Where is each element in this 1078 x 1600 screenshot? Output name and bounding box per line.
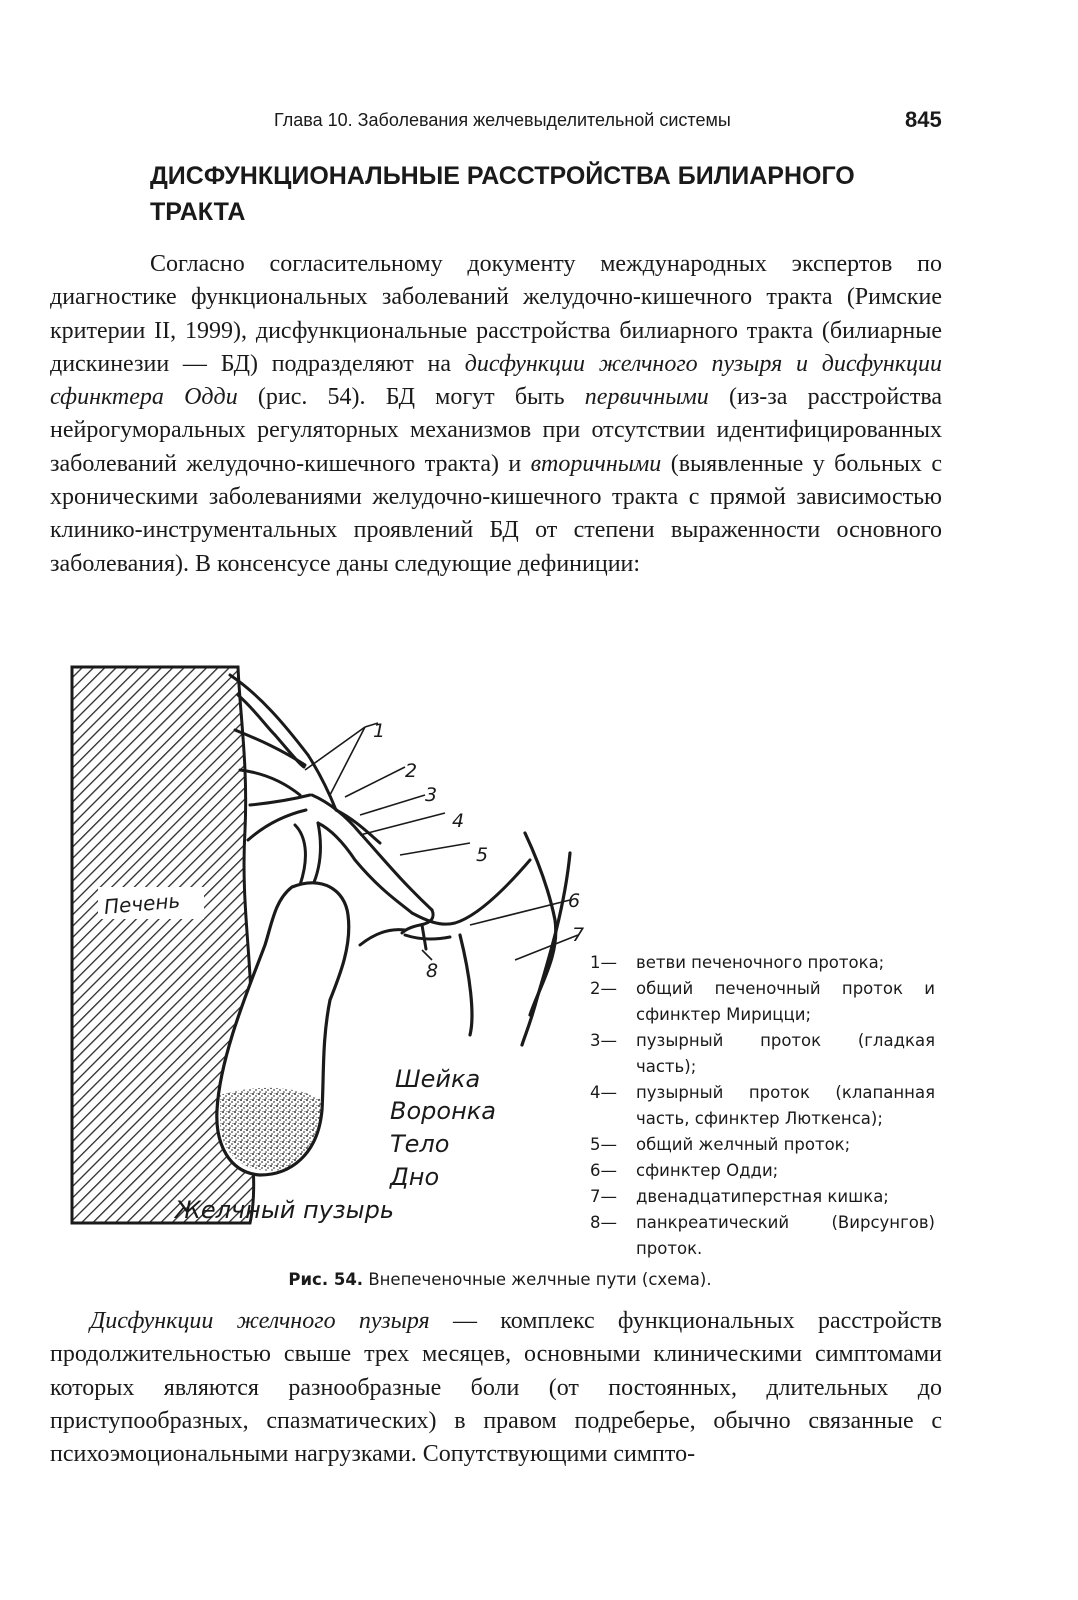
paragraph-1-emphasis-1: дисфункции желчного пузыря и дисфункции сфинктера Одди <box>50 350 942 411</box>
paragraph-1-text-1: Согласно согласительному документу международных экспертов по диагностике функциональных заболеваний желудочно-кишечного тракта (Римские критерии II, 1999), дисфункциональные расстройства билиарного тракта (билиарные дискинезии — БД) подразделяют на <box>50 251 942 377</box>
legend-item <box>590 1210 935 1262</box>
caption-label: Рис. 54. <box>288 1270 364 1289</box>
legend-number: 1— <box>590 953 617 972</box>
legend-item <box>590 1132 935 1158</box>
running-head: Глава 10. Заболевания желчевыделительной системы <box>274 110 731 130</box>
legend-item <box>590 950 935 976</box>
label-neck: Шейка <box>395 1065 481 1093</box>
legend-item <box>590 1184 935 1210</box>
legend-number: 4— <box>590 1083 617 1102</box>
section-title: ДИСФУНКЦИОНАЛЬНЫЕ РАССТРОЙСТВА БИЛИАРНОГО ТРАКТА <box>150 162 855 226</box>
legend-number: 2— <box>590 979 617 998</box>
legend-number: 3— <box>590 1031 617 1050</box>
figure-legend <box>590 950 935 1262</box>
common-bile-duct <box>360 860 530 945</box>
paragraph-1-emphasis-2: первичными <box>584 384 709 411</box>
paragraph-1-emphasis-3: вторичными <box>530 450 662 477</box>
gallbladder-fundus-stipple <box>220 1088 322 1171</box>
gallbladder-label: Желчный пузырь <box>175 1196 394 1224</box>
legend-number: 6— <box>590 1161 617 1180</box>
legend-number: 7— <box>590 1187 617 1206</box>
figure-caption <box>0 1270 1000 1289</box>
diagram-number-6: 6 <box>568 890 581 912</box>
biliary-tract-diagram <box>60 655 600 1230</box>
paragraph-2-text-1: — комплекс функциональных расстройств продолжительностью свыше трех месяцев, основными клиническими симптомами которых являются разнообразные боли (от постоянных, длительных до приступообразных, спазматических) в правом подреберье, обычно связанные с психоэмоциональными нагрузками. Сопутствующими симпто- <box>50 1308 943 1468</box>
paragraph-1 <box>50 248 942 581</box>
diagram-number-4: 4 <box>452 810 465 832</box>
legend-text: двенадцатиперстная кишка; <box>636 1187 889 1206</box>
diagram-number-1: 1 <box>373 720 386 742</box>
diagram-number-8: 8 <box>426 960 439 982</box>
label-body: Тело <box>390 1130 450 1158</box>
page-number: 845 <box>905 107 942 132</box>
legend-item <box>590 1028 935 1080</box>
paragraph-2-emphasis-1: Дисфункции желчного пузыря <box>90 1308 430 1334</box>
legend-item <box>590 976 935 1028</box>
legend-item <box>590 1158 935 1184</box>
diagram-number-5: 5 <box>476 844 489 866</box>
diagram-number-2: 2 <box>405 760 418 782</box>
paragraph-2 <box>50 1305 942 1471</box>
legend-text: общий желчный проток; <box>636 1135 851 1154</box>
paragraph-1-text-3: (из-за расстройства нейрогуморальных регуляторных механизмов при отсутствии идентифицированных заболеваний желудочно-кишечного тракта) и <box>50 384 942 477</box>
liver-label: Печень <box>102 888 182 919</box>
paragraph-1-text-4: (выявленные у больных с хроническими заболеваниями желудочно-кишечного тракта с прямой зависимостью клинико-инструментальных проявлений БД от степени выраженности основного заболевания). В консенсусе даны следующие дефиниции: <box>50 450 942 577</box>
legend-text: пузырный проток (гладкая часть); <box>636 1031 935 1076</box>
legend-text: ветви печеночного протока; <box>636 953 885 972</box>
legend-text: панкреатический (Вирсунгов) проток. <box>636 1213 935 1258</box>
diagram-number-3: 3 <box>425 784 438 806</box>
legend-number: 8— <box>590 1213 617 1232</box>
legend-item <box>590 1080 935 1132</box>
legend-text: сфинктер Одди; <box>636 1161 779 1180</box>
diagram-number-7: 7 <box>572 924 585 946</box>
paragraph-1-text-2: (рис. 54). БД могут быть <box>237 384 585 411</box>
legend-text: общий печеночный проток и сфинктер Мирицци; <box>636 979 935 1024</box>
caption-text: Внепеченочные желчные пути (схема). <box>363 1270 712 1289</box>
label-fundus: Дно <box>390 1163 440 1191</box>
label-infundibulum: Воронка <box>390 1097 496 1125</box>
gallbladder-part-labels <box>389 1065 496 1191</box>
legend-text: пузырный проток (клапанная часть, сфинктер Люткенса); <box>636 1083 935 1128</box>
legend-number: 5— <box>590 1135 617 1154</box>
